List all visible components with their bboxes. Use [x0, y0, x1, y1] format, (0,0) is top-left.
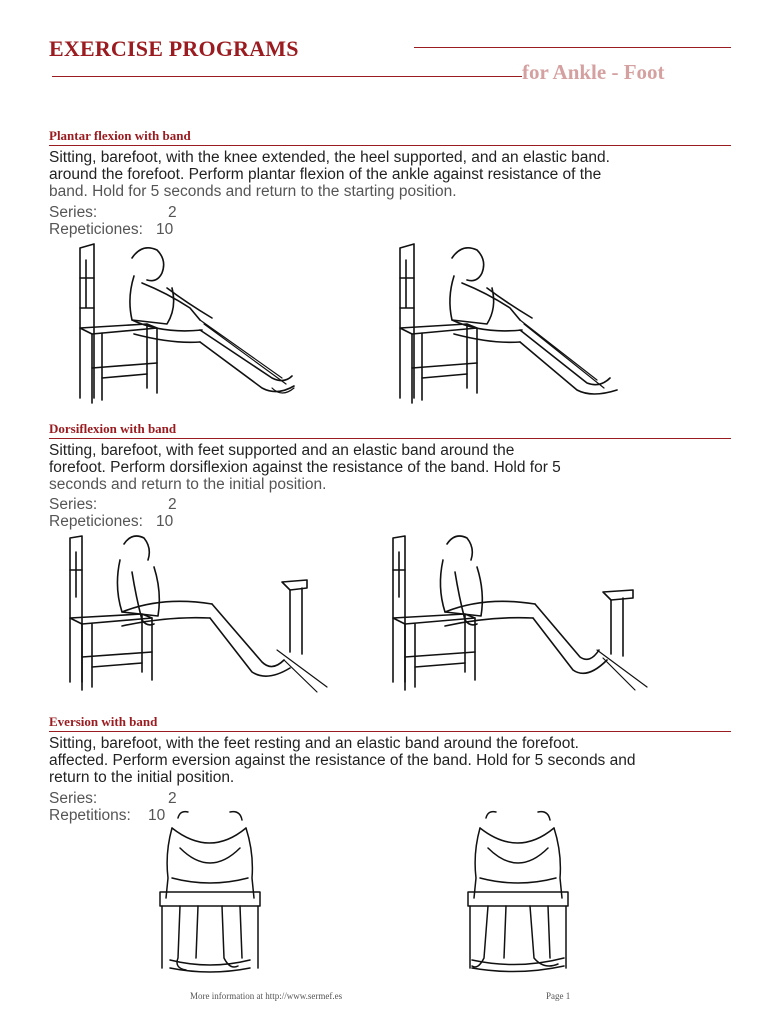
section-heading-dorsiflexion: Dorsiflexion with band: [49, 421, 177, 436]
section-description: [49, 149, 739, 200]
reps-value: 10: [148, 807, 166, 824]
plantar-flexion-illustration-end: [392, 238, 622, 413]
section-rule: [49, 438, 731, 439]
series-label: Series:: [49, 790, 98, 807]
section-rule: [49, 731, 731, 732]
series-label: Series:: [49, 496, 98, 513]
description-line: affected. Perform eversion against the resistance of the band. Hold for 5 seconds and: [49, 752, 636, 769]
series-value: 2: [168, 204, 177, 221]
dorsiflexion-illustration-end: [385, 532, 655, 697]
description-line: Sitting, barefoot, with feet supported and an elastic band around the: [49, 442, 515, 459]
page-subtitle: for Ankle - Foot: [522, 60, 665, 84]
description-line: around the forefoot. Perform plantar flexion of the ankle against resistance of the: [49, 166, 602, 183]
reps-label: Repeticiones:: [49, 221, 143, 238]
description-line: Sitting, barefoot, with the knee extended, the heel supported, and an elastic band.: [49, 149, 610, 166]
reps-value: 10: [156, 513, 174, 530]
series-label: Series:: [49, 204, 98, 221]
description-line: band. Hold for 5 seconds and return to the starting position.: [49, 183, 457, 200]
reps-value: 10: [156, 221, 174, 238]
eversion-illustration-end: [458, 808, 578, 980]
section-heading-plantar-flexion: Plantar flexion with band: [49, 128, 191, 143]
reps-label: Repetitions:: [49, 807, 131, 824]
section-description: [49, 442, 739, 493]
dorsiflexion-illustration-start: [62, 532, 332, 697]
footer-info: More information at http://www.sermef.es: [190, 991, 343, 1001]
section-heading-eversion: Eversion with band: [49, 714, 158, 729]
description-line: return to the initial position.: [49, 769, 235, 786]
plantar-flexion-illustration-start: [72, 238, 302, 413]
header-rule-top: [414, 47, 731, 48]
description-line: forefoot. Perform dorsiflexion against the resistance of the band. Hold for 5: [49, 459, 561, 476]
reps-label: Repeticiones:: [49, 513, 143, 530]
description-line: Sitting, barefoot, with the feet resting and an elastic band around the forefoot.: [49, 735, 579, 752]
series-value: 2: [168, 790, 177, 807]
footer-page-number: Page 1: [546, 991, 571, 1001]
section-params: [49, 496, 249, 530]
section-description: [49, 735, 739, 786]
description-line: seconds and return to the initial position.: [49, 476, 327, 493]
section-params: [49, 204, 249, 238]
section-rule: [49, 145, 731, 146]
series-value: 2: [168, 496, 177, 513]
page-title: EXERCISE PROGRAMS: [49, 36, 299, 61]
header-rule-bottom: [52, 76, 522, 77]
eversion-illustration-start: [150, 808, 270, 980]
